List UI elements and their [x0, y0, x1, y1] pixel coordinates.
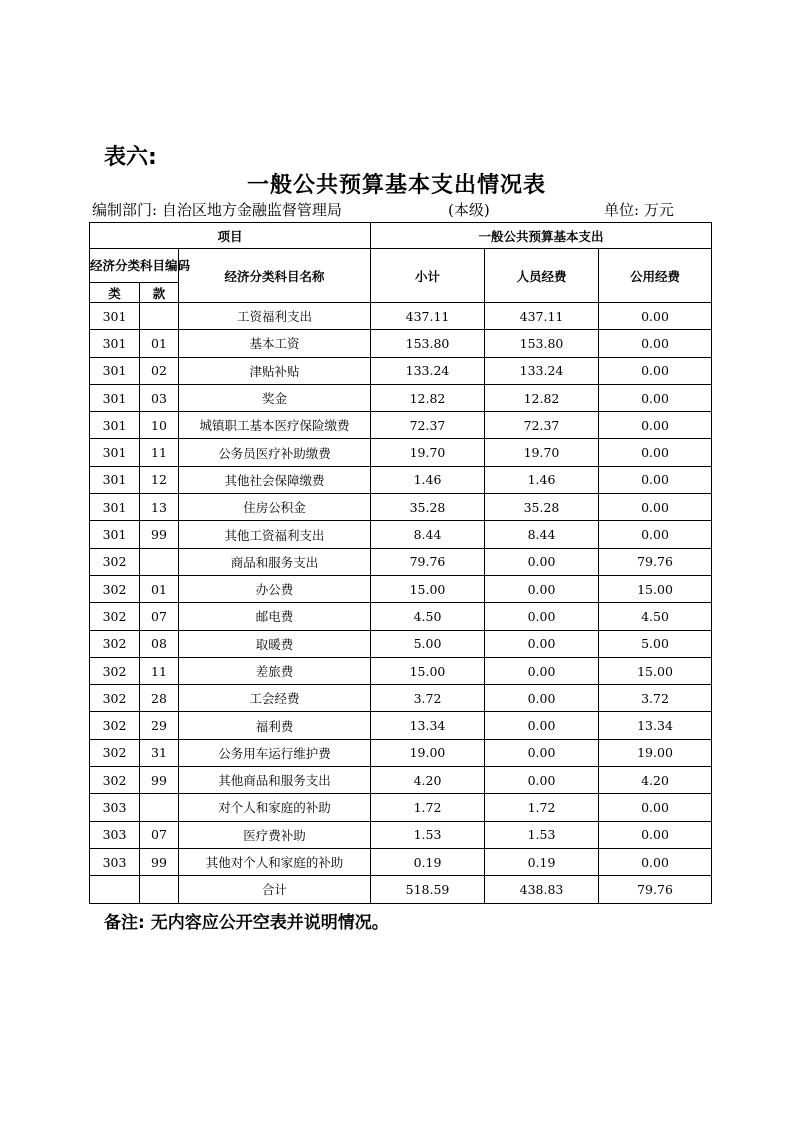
- cell-public: 0.00: [599, 330, 712, 357]
- cell-subtotal: 79.76: [371, 548, 485, 575]
- cell-subtotal: 13.34: [371, 712, 485, 739]
- cell-personnel: 0.00: [485, 739, 599, 766]
- cell-class: 301: [90, 439, 140, 466]
- table-row: [90, 439, 712, 466]
- cell-subtotal: 133.24: [371, 357, 485, 384]
- cell-name: 福利费: [179, 712, 371, 739]
- cell-public: 3.72: [599, 685, 712, 712]
- cell-class: 303: [90, 848, 140, 875]
- cell-personnel: 0.00: [485, 548, 599, 575]
- table-row: [90, 466, 712, 493]
- cell-item: 99: [140, 848, 179, 875]
- cell-item: 11: [140, 439, 179, 466]
- cell-name: 商品和服务支出: [179, 548, 371, 575]
- cell-item: [140, 876, 179, 903]
- cell-public: 19.00: [599, 739, 712, 766]
- cell-item: 03: [140, 384, 179, 411]
- note: 备注: 无内容应公开空表并说明情况。: [104, 913, 389, 933]
- cell-class: 301: [90, 521, 140, 548]
- level-label: (本级): [448, 201, 490, 219]
- cell-name: 取暖费: [179, 630, 371, 657]
- cell-item: 99: [140, 521, 179, 548]
- cell-name: 工资福利支出: [179, 303, 371, 330]
- cell-subtotal: 35.28: [371, 494, 485, 521]
- cell-item: 28: [140, 685, 179, 712]
- cell-name: 公务员医疗补助缴费: [179, 439, 371, 466]
- cell-public: 0.00: [599, 521, 712, 548]
- cell-class: 302: [90, 712, 140, 739]
- cell-public: 79.76: [599, 876, 712, 903]
- cell-public: 4.20: [599, 767, 712, 794]
- cell-personnel: 0.19: [485, 848, 599, 875]
- cell-name: 差旅费: [179, 657, 371, 684]
- header-basic-expenditure: 一般公共预算基本支出: [371, 223, 712, 249]
- cell-personnel: 1.72: [485, 794, 599, 821]
- table-row: [90, 848, 712, 875]
- cell-item: 02: [140, 357, 179, 384]
- cell-personnel: 153.80: [485, 330, 599, 357]
- cell-item: [140, 548, 179, 575]
- table-row: [90, 575, 712, 602]
- cell-public: 0.00: [599, 303, 712, 330]
- cell-class: 302: [90, 767, 140, 794]
- cell-name: 城镇职工基本医疗保险缴费: [179, 412, 371, 439]
- table-label: 表六:: [104, 145, 157, 170]
- cell-name: 住房公积金: [179, 494, 371, 521]
- cell-personnel: 72.37: [485, 412, 599, 439]
- table-row: [90, 630, 712, 657]
- cell-public: 0.00: [599, 848, 712, 875]
- cell-personnel: 0.00: [485, 685, 599, 712]
- cell-item: 99: [140, 767, 179, 794]
- cell-class: 302: [90, 603, 140, 630]
- cell-name: 其他社会保障缴费: [179, 466, 371, 493]
- cell-class: 302: [90, 685, 140, 712]
- cell-class: 301: [90, 357, 140, 384]
- header-public: 公用经费: [599, 249, 712, 303]
- cell-class: 301: [90, 384, 140, 411]
- table-row: [90, 384, 712, 411]
- cell-personnel: 438.83: [485, 876, 599, 903]
- table-row: [90, 357, 712, 384]
- cell-subtotal: 15.00: [371, 657, 485, 684]
- table-body: [90, 303, 712, 904]
- header-name: 经济分类科目名称: [179, 249, 371, 303]
- cell-public: 0.00: [599, 466, 712, 493]
- cell-personnel: 0.00: [485, 712, 599, 739]
- table-row: [90, 603, 712, 630]
- table-row: [90, 712, 712, 739]
- cell-name: 医疗费补助: [179, 821, 371, 848]
- cell-public: 15.00: [599, 657, 712, 684]
- cell-public: 79.76: [599, 548, 712, 575]
- cell-subtotal: 1.53: [371, 821, 485, 848]
- page-title: 一般公共预算基本支出情况表: [246, 173, 546, 198]
- cell-name: 基本工资: [179, 330, 371, 357]
- cell-subtotal: 437.11: [371, 303, 485, 330]
- cell-personnel: 133.24: [485, 357, 599, 384]
- cell-subtotal: 19.70: [371, 439, 485, 466]
- cell-item: 31: [140, 739, 179, 766]
- cell-class: 301: [90, 494, 140, 521]
- cell-item: [140, 303, 179, 330]
- cell-public: 5.00: [599, 630, 712, 657]
- cell-item: [140, 794, 179, 821]
- cell-personnel: 0.00: [485, 603, 599, 630]
- cell-personnel: 35.28: [485, 494, 599, 521]
- cell-item: 10: [140, 412, 179, 439]
- cell-subtotal: 12.82: [371, 384, 485, 411]
- cell-class: 303: [90, 794, 140, 821]
- cell-subtotal: 3.72: [371, 685, 485, 712]
- cell-name: 合计: [179, 876, 371, 903]
- cell-class: 301: [90, 303, 140, 330]
- table-row: [90, 821, 712, 848]
- cell-name: 其他对个人和家庭的补助: [179, 848, 371, 875]
- cell-class: [90, 876, 140, 903]
- cell-class: 301: [90, 330, 140, 357]
- cell-name: 津贴补贴: [179, 357, 371, 384]
- cell-item: 13: [140, 494, 179, 521]
- cell-class: 302: [90, 630, 140, 657]
- cell-name: 奖金: [179, 384, 371, 411]
- cell-class: 302: [90, 575, 140, 602]
- cell-subtotal: 19.00: [371, 739, 485, 766]
- unit-label: 单位: 万元: [604, 201, 674, 219]
- table-row: [90, 330, 712, 357]
- header-subtotal: 小计: [371, 249, 485, 303]
- table-row: [90, 657, 712, 684]
- cell-subtotal: 5.00: [371, 630, 485, 657]
- department-label: 编制部门: 自治区地方金融监督管理局: [92, 201, 342, 219]
- cell-public: 0.00: [599, 794, 712, 821]
- cell-name: 公务用车运行维护费: [179, 739, 371, 766]
- cell-class: 301: [90, 412, 140, 439]
- cell-name: 其他商品和服务支出: [179, 767, 371, 794]
- table-row: [90, 685, 712, 712]
- cell-personnel: 19.70: [485, 439, 599, 466]
- cell-subtotal: 518.59: [371, 876, 485, 903]
- cell-item: 11: [140, 657, 179, 684]
- cell-class: 303: [90, 821, 140, 848]
- cell-subtotal: 15.00: [371, 575, 485, 602]
- header-class: 类: [90, 283, 140, 303]
- cell-item: 07: [140, 603, 179, 630]
- table-row: [90, 794, 712, 821]
- cell-subtotal: 4.50: [371, 603, 485, 630]
- table-row: [90, 303, 712, 330]
- cell-item: 12: [140, 466, 179, 493]
- cell-subtotal: 8.44: [371, 521, 485, 548]
- table-row: [90, 494, 712, 521]
- cell-public: 15.00: [599, 575, 712, 602]
- cell-personnel: 1.46: [485, 466, 599, 493]
- cell-class: 302: [90, 739, 140, 766]
- table-row: [90, 876, 712, 903]
- cell-personnel: 12.82: [485, 384, 599, 411]
- cell-subtotal: 4.20: [371, 767, 485, 794]
- table-row: [90, 412, 712, 439]
- cell-item: 01: [140, 575, 179, 602]
- cell-subtotal: 1.46: [371, 466, 485, 493]
- header-code: 经济分类科目编码: [90, 249, 179, 283]
- cell-public: 0.00: [599, 494, 712, 521]
- cell-public: 0.00: [599, 357, 712, 384]
- cell-public: 0.00: [599, 384, 712, 411]
- cell-public: 0.00: [599, 821, 712, 848]
- table-row: [90, 548, 712, 575]
- cell-name: 办公费: [179, 575, 371, 602]
- cell-item: 07: [140, 821, 179, 848]
- cell-item: 01: [140, 330, 179, 357]
- cell-subtotal: 72.37: [371, 412, 485, 439]
- cell-personnel: 8.44: [485, 521, 599, 548]
- cell-name: 工会经费: [179, 685, 371, 712]
- cell-public: 0.00: [599, 439, 712, 466]
- cell-public: 4.50: [599, 603, 712, 630]
- cell-class: 301: [90, 466, 140, 493]
- cell-item: 29: [140, 712, 179, 739]
- cell-personnel: 437.11: [485, 303, 599, 330]
- header-project: 项目: [90, 223, 371, 249]
- header-item: 款: [140, 283, 179, 303]
- cell-personnel: 0.00: [485, 630, 599, 657]
- cell-subtotal: 1.72: [371, 794, 485, 821]
- cell-class: 302: [90, 548, 140, 575]
- table-row: [90, 767, 712, 794]
- budget-table: [89, 222, 712, 904]
- cell-class: 302: [90, 657, 140, 684]
- cell-personnel: 0.00: [485, 767, 599, 794]
- cell-name: 其他工资福利支出: [179, 521, 371, 548]
- cell-public: 0.00: [599, 412, 712, 439]
- cell-name: 邮电费: [179, 603, 371, 630]
- cell-item: 08: [140, 630, 179, 657]
- header-personnel: 人员经费: [485, 249, 599, 303]
- table-row: [90, 739, 712, 766]
- cell-name: 对个人和家庭的补助: [179, 794, 371, 821]
- cell-subtotal: 153.80: [371, 330, 485, 357]
- cell-personnel: 0.00: [485, 657, 599, 684]
- cell-personnel: 0.00: [485, 575, 599, 602]
- table-row: [90, 521, 712, 548]
- cell-public: 13.34: [599, 712, 712, 739]
- cell-personnel: 1.53: [485, 821, 599, 848]
- cell-subtotal: 0.19: [371, 848, 485, 875]
